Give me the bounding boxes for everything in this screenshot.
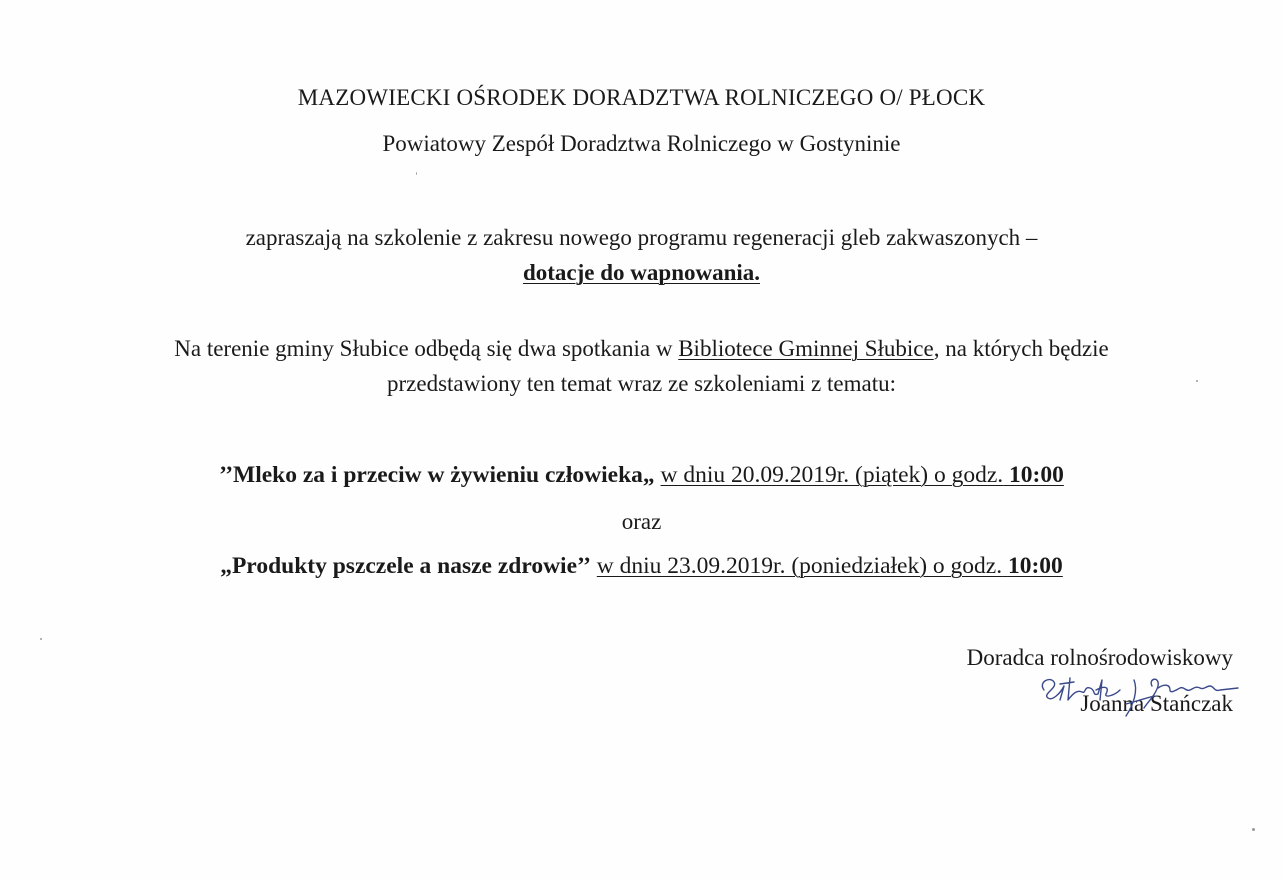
organization-title: MAZOWIECKI OŚRODEK DORADZTWA ROLNICZEGO O/ PŁOCK bbox=[297, 85, 986, 110]
meetings-prefix: Na terenie gminy Słubice odbędą się dwa spotkania w bbox=[174, 336, 679, 361]
event-1-date: w dniu 20.09.2019r. (piątek) o godz. bbox=[660, 462, 1004, 488]
event-2-date: w dniu 23.09.2019r. (poniedziałek) o godz. bbox=[596, 553, 1003, 579]
connector-oraz: oraz bbox=[621, 509, 662, 534]
meetings-line-2: przedstawiony ten temat wraz ze szkoleniami z tematu: bbox=[387, 371, 896, 396]
event-2-time: 10:00 bbox=[1007, 553, 1063, 579]
speck-dot bbox=[1252, 828, 1255, 831]
event-1 bbox=[0, 460, 1283, 490]
meetings-line-1 bbox=[0, 334, 1283, 364]
event-1-title: ’’Mleko za i przeciw w żywieniu człowieka„ bbox=[219, 462, 655, 488]
speck-dot bbox=[40, 638, 42, 640]
signer-name: Joanna Stańczak bbox=[1080, 691, 1233, 716]
event-1-time: 10:00 bbox=[1009, 462, 1064, 488]
invitation-topic bbox=[0, 258, 1283, 288]
speck-dot bbox=[416, 172, 417, 175]
invitation-intro: zapraszają na szkolenie z zakresu nowego programu regeneracji gleb zakwaszonych – bbox=[245, 225, 1038, 250]
team-subtitle: Powiatowy Zespół Doradztwa Rolniczego w Gostyninie bbox=[382, 131, 901, 156]
signature-block bbox=[966, 643, 1233, 716]
venue-name: Bibliotece Gminnej Słubice bbox=[678, 336, 934, 361]
topic-text: dotacje do wapnowania. bbox=[522, 260, 761, 285]
event-2 bbox=[0, 551, 1283, 581]
speck-dot bbox=[1196, 380, 1198, 382]
event-2-title: „Produkty pszczele a nasze zdrowie’’ bbox=[220, 553, 591, 579]
meetings-suffix: , na których będzie bbox=[933, 336, 1109, 361]
signer-role: Doradca rolnośrodowiskowy bbox=[966, 645, 1233, 670]
